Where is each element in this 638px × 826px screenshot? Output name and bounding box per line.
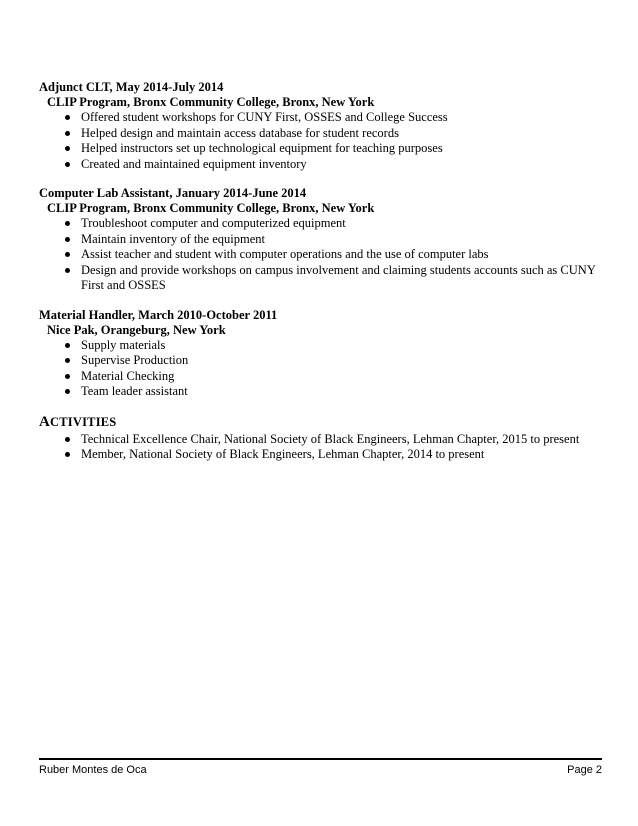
list-item: Design and provide workshops on campus involvement and claiming students accounts such as CUNY First and OSSES <box>65 263 609 294</box>
bullet-icon <box>65 343 70 348</box>
bullet-icon <box>65 252 70 257</box>
list-item: Assist teacher and student with computer operations and the use of computer labs <box>65 247 609 263</box>
page-footer <box>39 758 602 776</box>
job-duties-list <box>39 110 609 172</box>
section-heading-activities: ACTIVITIES <box>39 413 117 430</box>
list-item: Material Checking <box>65 369 609 385</box>
job-entry-computer-lab-assistant <box>39 186 609 294</box>
list-item: Helped design and maintain access database for student records <box>65 126 609 142</box>
footer-author: Ruber Montes de Oca <box>39 764 147 776</box>
activities-list <box>39 432 609 463</box>
job-title: Adjunct CLT, May 2014-July 2014 <box>39 80 224 94</box>
job-entry-adjunct-clt <box>39 80 609 172</box>
bullet-icon <box>65 374 70 379</box>
job-duties-list <box>39 216 609 294</box>
bullet-icon <box>65 162 70 167</box>
job-organization: CLIP Program, Bronx Community College, Bronx, New York <box>47 201 375 215</box>
list-item: Maintain inventory of the equipment <box>65 232 609 248</box>
list-item: Troubleshoot computer and computerized equipment <box>65 216 609 232</box>
bullet-icon <box>65 268 70 273</box>
list-item: Supply materials <box>65 338 609 354</box>
bullet-icon <box>65 389 70 394</box>
list-item: Technical Excellence Chair, National Society of Black Engineers, Lehman Chapter, 2015 to present <box>65 432 609 448</box>
job-organization: CLIP Program, Bronx Community College, Bronx, New York <box>47 95 375 109</box>
bullet-icon <box>65 146 70 151</box>
job-organization: Nice Pak, Orangeburg, New York <box>47 322 226 337</box>
job-entry-material-handler <box>39 308 609 400</box>
bullet-icon <box>65 115 70 120</box>
job-title: Material Handler, March 2010-October 2011 <box>39 307 278 322</box>
job-duties-list <box>39 338 609 400</box>
list-item: Supervise Production <box>65 353 609 369</box>
bullet-icon <box>65 131 70 136</box>
footer-page-number: Page 2 <box>567 764 602 776</box>
list-item: Offered student workshops for CUNY First, OSSES and College Success <box>65 110 609 126</box>
bullet-icon <box>65 237 70 242</box>
resume-content <box>39 80 609 463</box>
list-item: Helped instructors set up technological equipment for teaching purposes <box>65 141 609 157</box>
activities-section <box>39 414 609 463</box>
bullet-icon <box>65 358 70 363</box>
bullet-icon <box>65 452 70 457</box>
bullet-icon <box>65 221 70 226</box>
list-item: Member, National Society of Black Engineers, Lehman Chapter, 2014 to present <box>65 447 609 463</box>
list-item: Created and maintained equipment inventory <box>65 157 609 173</box>
list-item: Team leader assistant <box>65 384 609 400</box>
job-title: Computer Lab Assistant, January 2014-June 2014 <box>39 186 307 200</box>
bullet-icon <box>65 437 70 442</box>
